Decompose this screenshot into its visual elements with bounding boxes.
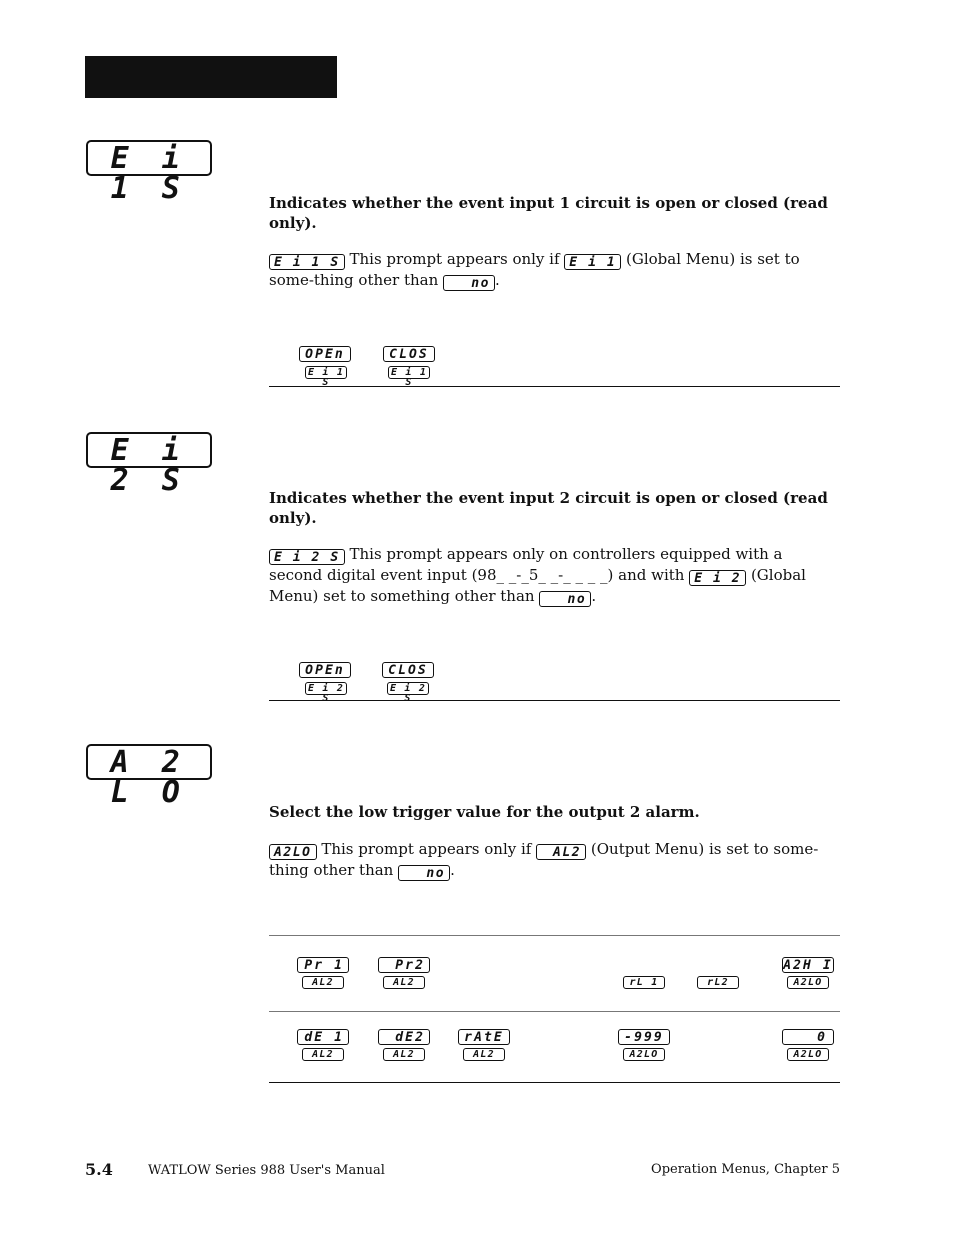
prompt-display-e1s: E i 1 S — [86, 140, 212, 176]
range-de2-bottom: AL2 — [383, 1048, 425, 1061]
option-open-top: OPEn — [299, 346, 351, 362]
range-rate-top: rAtE — [458, 1029, 510, 1045]
range-de1-bottom: AL2 — [302, 1048, 344, 1061]
section2-divider — [269, 700, 840, 701]
section1-description: Indicates whether the event input 1 circuit is open or closed (read only). — [269, 194, 828, 232]
option-clos-top: CLOS — [383, 346, 435, 362]
prompt-display-a2lo: A 2 L O — [86, 744, 212, 780]
range-pr1-bottom: AL2 — [302, 976, 344, 989]
range-min-bottom: A2LO — [623, 1048, 665, 1061]
section1-divider — [269, 386, 840, 387]
note-prompt-a2lo: A2LO — [269, 844, 317, 860]
section3-description: Select the low trigger value for the output 2 alarm. — [269, 803, 700, 821]
option-clos-bottom: E i 1 S — [388, 366, 430, 379]
range-de2-top: dE2 — [378, 1029, 430, 1045]
note-prompt-e1s: E i 1 S — [269, 254, 345, 270]
section1-note: E i 1 S This prompt appears only if E i 1 (Global Menu) is set to some-thing other than no . — [269, 250, 800, 291]
table-top-rule — [269, 935, 840, 936]
range-pr1-top: Pr 1 — [297, 957, 349, 973]
range-a2lo-bottom: A2LO — [787, 976, 829, 989]
range-rl1-bottom: rL 1 — [623, 976, 665, 989]
option-open-bottom: E i 1 S — [305, 366, 347, 379]
section2-note: E i 2 S This prompt appears only on controllers equipped with a second digital event input (98_ _-_5_ _-_ _ _ _) and with E i 2 (Global Menu) set to something other than no . — [269, 545, 806, 607]
table-middle-rule — [269, 1011, 840, 1012]
range-default-bottom: A2LO — [787, 1048, 829, 1061]
manual-title: WATLOW Series 988 User's Manual — [148, 1163, 385, 1178]
note-ref-e2: E i 2 — [689, 570, 746, 586]
range-de1-top: dE 1 — [297, 1029, 349, 1045]
note-no-value: no — [443, 275, 495, 291]
prompt-display-e2s: E i 2 S — [86, 432, 212, 468]
section2-description: Indicates whether the event input 2 circuit is open or closed (read only). — [269, 489, 828, 527]
note-no-value: no — [398, 865, 450, 881]
table-bottom-rule — [269, 1082, 840, 1083]
range-default-top: 0 — [782, 1029, 834, 1045]
note-ref-e1: E i 1 — [564, 254, 621, 270]
range-rl2-bottom: rL2 — [697, 976, 739, 989]
note-ref-al2: AL2 — [536, 844, 586, 860]
section-header-bar — [85, 56, 337, 98]
chapter-title: Operation Menus, Chapter 5 — [651, 1162, 840, 1177]
section3-note: A2LO This prompt appears only if AL2 (Output Menu) is set to some-thing other than no . — [269, 840, 819, 881]
range-pr2-top: Pr2 — [378, 957, 430, 973]
range-min-top: -999 — [618, 1029, 670, 1045]
note-no-value: no — [539, 591, 591, 607]
option-clos-top: CLOS — [382, 662, 434, 678]
option-open-top: OPEn — [299, 662, 351, 678]
range-rate-bottom: AL2 — [463, 1048, 505, 1061]
option-open-bottom: E i 2 S — [305, 682, 347, 695]
option-clos-bottom: E i 2 S — [387, 682, 429, 695]
note-prompt-e2s: E i 2 S — [269, 549, 345, 565]
range-pr2-bottom: AL2 — [383, 976, 425, 989]
page-number: 5.4 — [85, 1160, 113, 1179]
range-a2hi-top: A2H I — [783, 958, 833, 973]
